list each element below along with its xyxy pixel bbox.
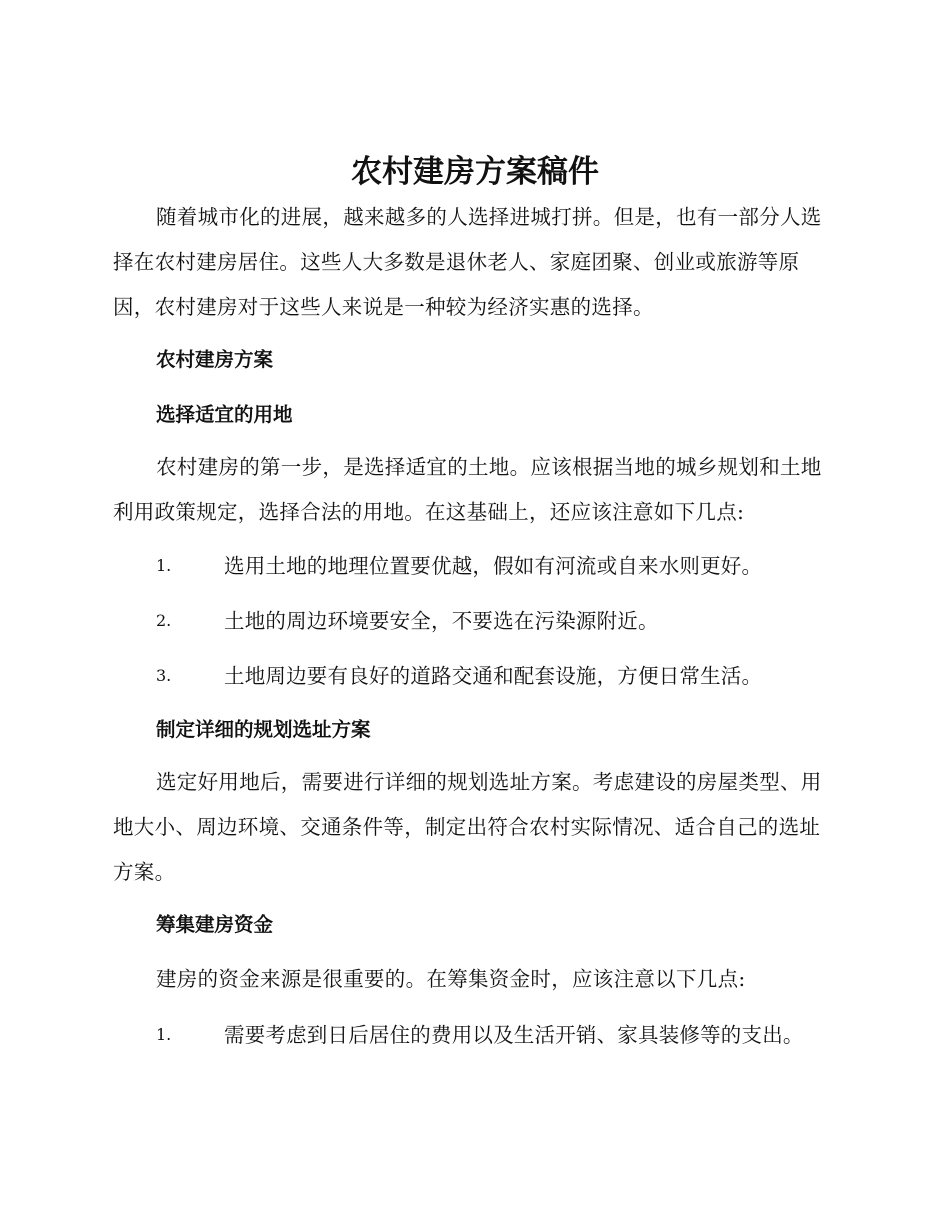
list-item-text: 需要考虑到日后居住的费用以及生活开销、家具装修等的支出。 [224,1023,804,1047]
section-heading-planning: 制定详细的规划选址方案 [156,718,371,741]
land-paragraph: 农村建房的第一步，是选择适宜的土地。应该根据当地的城乡规划和土地利用政策规定，选择合法的用地。在这基础上，还应该注意如下几点: [113,455,822,524]
list-item-number: 1. [156,1025,172,1044]
list-item-number: 2. [156,611,172,630]
list-item-number: 3. [156,666,172,685]
planning-paragraph: 选定好用地后，需要进行详细的规划选址方案。考虑建设的房屋类型、用地大小、周边环境、交通条件等，制定出符合农村实际情况、适合自己的选址方案。 [113,770,822,884]
section-heading-plan: 农村建房方案 [156,348,274,371]
list-item-text: 土地的周边环境要安全，不要选在污染源附近。 [224,609,659,633]
list-item-text: 土地周边要有良好的道路交通和配套设施，方便日常生活。 [224,664,763,688]
intro-paragraph: 随着城市化的进展，越来越多的人选择进城打拼。但是，也有一部分人选择在农村建房居住。这些人大多数是退休老人、家庭团聚、创业或旅游等原因，农村建房对于这些人来说是一种较为经济实惠的选择。 [113,205,822,319]
funding-paragraph: 建房的资金来源是很重要的。在筹集资金时，应该注意以下几点: [156,967,746,991]
section-heading-funding: 筹集建房资金 [156,913,274,936]
list-item-text: 选用土地的地理位置要优越，假如有河流或自来水则更好。 [224,554,763,578]
section-heading-land: 选择适宜的用地 [156,403,293,426]
list-item-number: 1. [156,556,172,575]
document-title: 农村建房方案稿件 [351,154,599,190]
